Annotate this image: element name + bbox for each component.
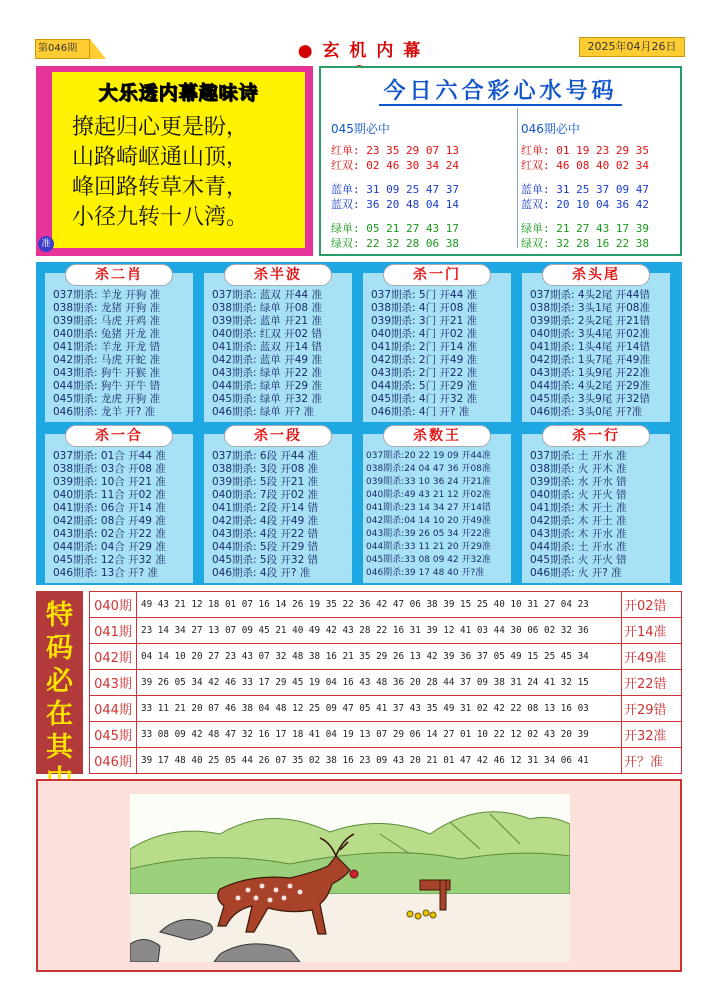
- box-row: 039期杀: 蓝单 开21 准: [212, 315, 322, 327]
- box-row: 045期杀: 3头9尾 开32错: [530, 393, 650, 405]
- period-cell: 043期: [90, 670, 137, 696]
- result-cell: 开02错: [622, 592, 682, 618]
- box-row: 044期杀: 绿单 开29 准: [212, 380, 322, 392]
- box-row: 046期杀: 4门 开? 准: [371, 406, 470, 418]
- box-row: 037期杀: 6段 开44 准: [212, 450, 319, 462]
- red-double: 红双: 02 46 30 34 24: [331, 159, 459, 172]
- zhun-badge: 准: [38, 236, 54, 252]
- poem-lines: [52, 105, 305, 233]
- result-cell: 开29错: [622, 696, 682, 722]
- picture-frame: [36, 779, 682, 972]
- kill-box-number-king: [363, 428, 511, 583]
- blue-double: 蓝双: 36 20 48 04 14: [331, 198, 459, 211]
- poem-panel: [36, 66, 313, 256]
- blue-double: 蓝双: 20 10 04 36 42: [521, 198, 649, 211]
- box-row: 037期杀: 4头2尾 开44错: [530, 289, 650, 301]
- label-char: 在: [46, 699, 73, 730]
- label-char: 其: [46, 732, 73, 763]
- box-row: 040期杀: 兔猪 开龙 准: [53, 328, 161, 340]
- box-row: 040期杀: 11合 开02 准: [53, 489, 166, 501]
- box-row: 045期杀: 火 开火 错: [530, 554, 627, 566]
- box-title: 杀二肖: [65, 264, 173, 286]
- box-row: 041期杀: 2门 开14 准: [371, 341, 478, 353]
- box-row: 043期杀: 02合 开22 准: [53, 528, 166, 540]
- box-row: 039期杀: 马虎 开鸡 准: [53, 315, 161, 327]
- kill-box-head-tail: [522, 267, 670, 422]
- special-number-section: [36, 591, 682, 774]
- box-title: 杀头尾: [542, 264, 650, 286]
- table-row: [90, 592, 682, 618]
- green-single: 绿单: 05 21 27 43 17: [331, 222, 459, 235]
- box-row: 046期杀: 3头0尾 开?准: [530, 406, 643, 418]
- box-row: 038期杀: 龙猪 开狗 准: [53, 302, 161, 314]
- box-row: 041期杀: 羊龙 开龙 错: [53, 341, 161, 353]
- result-cell: 开49准: [622, 644, 682, 670]
- box-row: 040期杀:49 43 21 12 开02准: [366, 490, 491, 500]
- box-rows: [366, 450, 506, 580]
- blue-single: 蓝单: 31 25 37 09 47: [521, 183, 649, 196]
- numbers-cell: 23 14 34 27 13 07 09 45 21 40 49 42 43 28 22 16 31 39 12 41 03 44 30 06 02 32 36: [137, 618, 622, 644]
- box-row: 041期杀: 木 开土 准: [530, 502, 627, 514]
- box-row: 046期杀: 4段 开? 准: [212, 567, 311, 579]
- box-row: 039期杀:33 10 36 24 开21准: [366, 477, 491, 487]
- issue-arrow-icon: [90, 39, 106, 59]
- box-row: 037期杀: 蓝双 开44 准: [212, 289, 322, 301]
- lucky-column-046: [521, 120, 691, 251]
- box-row: 045期杀: 4门 开32 准: [371, 393, 478, 405]
- landscape-icon: [130, 794, 570, 962]
- box-rows: [53, 450, 193, 580]
- box-title: 杀一行: [542, 425, 650, 447]
- kill-box-door: [363, 267, 511, 422]
- result-cell: 开14准: [622, 618, 682, 644]
- box-row: 044期杀: 土 开水 准: [530, 541, 627, 553]
- numbers-cell: 33 11 21 20 07 46 38 04 48 12 25 09 47 05 41 37 43 35 49 31 02 42 22 08 13 16 03: [137, 696, 622, 722]
- box-row: 037期杀: 土 开水 准: [530, 450, 627, 462]
- green-single: 绿单: 21 27 43 17 39: [521, 222, 649, 235]
- box-row: 038期杀: 03合 开08 准: [53, 463, 166, 475]
- box-row: 039期杀: 10合 开21 准: [53, 476, 166, 488]
- box-row: 045期杀: 12合 开32 准: [53, 554, 166, 566]
- box-title: 杀一段: [224, 425, 332, 447]
- box-row: 042期杀: 4段 开49 准: [212, 515, 319, 527]
- period-cell: 045期: [90, 722, 137, 748]
- column-head: 045期必中: [331, 122, 390, 136]
- box-row: 041期杀: 1头4尾 开14错: [530, 341, 650, 353]
- box-rows: [530, 450, 670, 580]
- box-row: 042期杀: 马虎 开蛇 准: [53, 354, 161, 366]
- box-row: 044期杀: 5段 开29 错: [212, 541, 319, 553]
- numbers-cell: 49 43 21 12 18 01 07 16 14 26 19 35 22 36 42 47 06 38 39 15 25 40 10 31 27 04 23: [137, 592, 622, 618]
- blue-single: 蓝单: 31 09 25 47 37: [331, 183, 459, 196]
- box-row: 038期杀: 3头1尾 开08准: [530, 302, 650, 314]
- box-row: 046期杀: 绿单 开? 准: [212, 406, 315, 418]
- box-row: 042期杀:04 14 10 20 开49准: [366, 516, 491, 526]
- red-double: 红双: 46 08 40 02 34: [521, 159, 649, 172]
- box-row: 039期杀: 5段 开21 准: [212, 476, 319, 488]
- box-row: 038期杀: 火 开木 准: [530, 463, 627, 475]
- box-row: 043期杀:39 26 05 34 开22准: [366, 529, 491, 539]
- kill-box-combination: [45, 428, 193, 583]
- column-divider: [517, 108, 518, 248]
- period-cell: 040期: [90, 592, 137, 618]
- header: [35, 35, 685, 59]
- table-row: [90, 670, 682, 696]
- box-row: 045期杀: 5段 开32 错: [212, 554, 319, 566]
- box-rows: [212, 450, 352, 580]
- box-row: 037期杀: 5门 开44 准: [371, 289, 478, 301]
- poem-line: 山路崎岖通山顶，: [72, 145, 249, 170]
- box-title: 杀一门: [383, 264, 491, 286]
- box-row: 037期杀: 01合 开44 准: [53, 450, 166, 462]
- period-cell: 042期: [90, 644, 137, 670]
- issue-number: 第046期: [35, 39, 90, 59]
- box-row: 046期杀: 火 开? 准: [530, 567, 622, 579]
- special-number-table: [89, 591, 682, 774]
- box-row: 043期杀: 狗牛 开猴 准: [53, 367, 161, 379]
- numbers-cell: 33 08 09 42 48 47 32 16 17 18 41 04 19 13 07 29 06 14 27 01 10 22 12 02 43 20 39: [137, 722, 622, 748]
- label-char: 特: [46, 600, 73, 631]
- numbers-cell: 04 14 10 20 27 23 43 07 32 48 38 16 21 35 29 26 13 42 39 36 37 05 49 15 25 45 34: [137, 644, 622, 670]
- box-row: 038期杀: 3段 开08 准: [212, 463, 319, 475]
- poem-line: 峰回路转草木青，: [72, 175, 249, 200]
- box-row: 040期杀: 3头4尾 开02准: [530, 328, 650, 340]
- lucky-numbers-panel: [319, 66, 682, 256]
- table-row: [90, 644, 682, 670]
- green-double: 绿双: 22 32 28 06 38: [331, 237, 459, 250]
- box-row: 042期杀: 蓝单 开49 准: [212, 354, 322, 366]
- box-row: 046期杀: 龙羊 开? 准: [53, 406, 156, 418]
- brand-title: ● 玄 机 内 幕: [297, 41, 423, 61]
- poem-inner: [41, 72, 305, 249]
- box-row: 039期杀: 2头2尾 开21错: [530, 315, 650, 327]
- box-row: 043期杀: 木 开水 准: [530, 528, 627, 540]
- box-row: 040期杀: 火 开火 错: [530, 489, 627, 501]
- box-row: 038期杀: 4门 开08 准: [371, 302, 478, 314]
- green-double: 绿双: 32 28 16 22 38: [521, 237, 649, 250]
- box-row: 043期杀: 2门 开22 准: [371, 367, 478, 379]
- box-row: 038期杀:24 04 47 36 开08准: [366, 464, 491, 474]
- box-row: 045期杀: 绿单 开32 准: [212, 393, 322, 405]
- numbers-cell: 39 26 05 34 42 46 33 17 29 45 19 04 16 43 48 36 20 28 44 37 09 38 31 24 41 32 15: [137, 670, 622, 696]
- box-rows: [530, 289, 670, 419]
- box-row: 046期杀: 13合 开? 准: [53, 567, 159, 579]
- box-rows: [371, 289, 511, 419]
- box-row: 040期杀: 红双 开02 错: [212, 328, 322, 340]
- box-row: 037期杀:20 22 19 09 开44准: [366, 451, 491, 461]
- kill-box-zodiac: [45, 267, 193, 422]
- red-single: 红单: 23 35 29 07 13: [331, 144, 459, 157]
- table-row: [90, 618, 682, 644]
- result-cell: 开？准: [622, 748, 682, 774]
- box-title: 杀半波: [224, 264, 332, 286]
- lucky-numbers-title-text: 今日六合彩心水号码: [379, 79, 621, 106]
- table-row: [90, 696, 682, 722]
- box-rows: [212, 289, 352, 419]
- issue-date: 2025年04月26日: [579, 37, 685, 57]
- poem-line: 小径九转十八湾。: [72, 205, 249, 230]
- box-row: 041期杀:23 14 34 27 开14错: [366, 503, 491, 513]
- label-char: 必: [46, 666, 73, 697]
- box-row: 042期杀: 2门 开49 准: [371, 354, 478, 366]
- box-row: 046期杀:39 17 48 40 开?准: [366, 568, 485, 578]
- box-row: 043期杀: 1头9尾 开22准: [530, 367, 650, 379]
- period-cell: 046期: [90, 748, 137, 774]
- box-row: 044期杀:33 11 21 20 开29准: [366, 542, 491, 552]
- column-head: 046期必中: [521, 122, 580, 136]
- box-rows: [53, 289, 193, 419]
- box-row: 042期杀: 1头7尾 开49准: [530, 354, 650, 366]
- label-char: 码: [46, 633, 73, 664]
- box-row: 044期杀: 04合 开29 准: [53, 541, 166, 553]
- box-row: 042期杀: 木 开土 准: [530, 515, 627, 527]
- box-row: 045期杀:33 08 09 42 开32准: [366, 555, 491, 565]
- fruit-icon: [350, 870, 358, 878]
- special-number-label: [36, 591, 83, 774]
- box-row: 041期杀: 蓝双 开14 错: [212, 341, 322, 353]
- box-row: 039期杀: 3门 开21 准: [371, 315, 478, 327]
- box-row: 043期杀: 绿单 开22 准: [212, 367, 322, 379]
- table-row: [90, 722, 682, 748]
- lucky-column-045: [331, 120, 501, 251]
- numbers-cell: 39 17 48 40 25 05 44 26 07 35 02 38 16 23 09 43 20 21 01 47 42 46 12 31 34 06 41: [137, 748, 622, 774]
- lucky-numbers-title: [321, 68, 680, 105]
- box-title: 杀一合: [65, 425, 173, 447]
- box-row: 041期杀: 06合 开14 准: [53, 502, 166, 514]
- poem-line: 撩起归心更是盼，: [72, 115, 249, 140]
- box-row: 040期杀: 4门 开02 准: [371, 328, 478, 340]
- red-single: 红单: 01 19 23 29 35: [521, 144, 649, 157]
- kill-box-half-wave: [204, 267, 352, 422]
- box-row: 043期杀: 4段 开22 错: [212, 528, 319, 540]
- result-cell: 开22错: [622, 670, 682, 696]
- poem-title: 大乐透内幕趣味诗: [98, 82, 259, 104]
- box-row: 045期杀: 龙虎 开狗 准: [53, 393, 161, 405]
- box-row: 044期杀: 狗牛 开牛 错: [53, 380, 161, 392]
- box-row: 044期杀: 5门 开29 准: [371, 380, 478, 392]
- kill-boxes-area: [36, 262, 682, 585]
- table-row: [90, 748, 682, 774]
- box-row: 041期杀: 2段 开14 错: [212, 502, 319, 514]
- period-cell: 041期: [90, 618, 137, 644]
- kill-box-segment: [204, 428, 352, 583]
- box-row: 040期杀: 7段 开02 准: [212, 489, 319, 501]
- box-row: 039期杀: 水 开水 错: [530, 476, 627, 488]
- box-title: 杀数王: [383, 425, 491, 447]
- period-cell: 044期: [90, 696, 137, 722]
- result-cell: 开32准: [622, 722, 682, 748]
- box-row: 044期杀: 4头2尾 开29准: [530, 380, 650, 392]
- box-row: 042期杀: 08合 开49 准: [53, 515, 166, 527]
- box-row: 038期杀: 绿单 开08 准: [212, 302, 322, 314]
- deer-landscape-illustration: [130, 794, 570, 962]
- box-row: 037期杀: 羊龙 开狗 准: [53, 289, 161, 301]
- kill-box-element: [522, 428, 670, 583]
